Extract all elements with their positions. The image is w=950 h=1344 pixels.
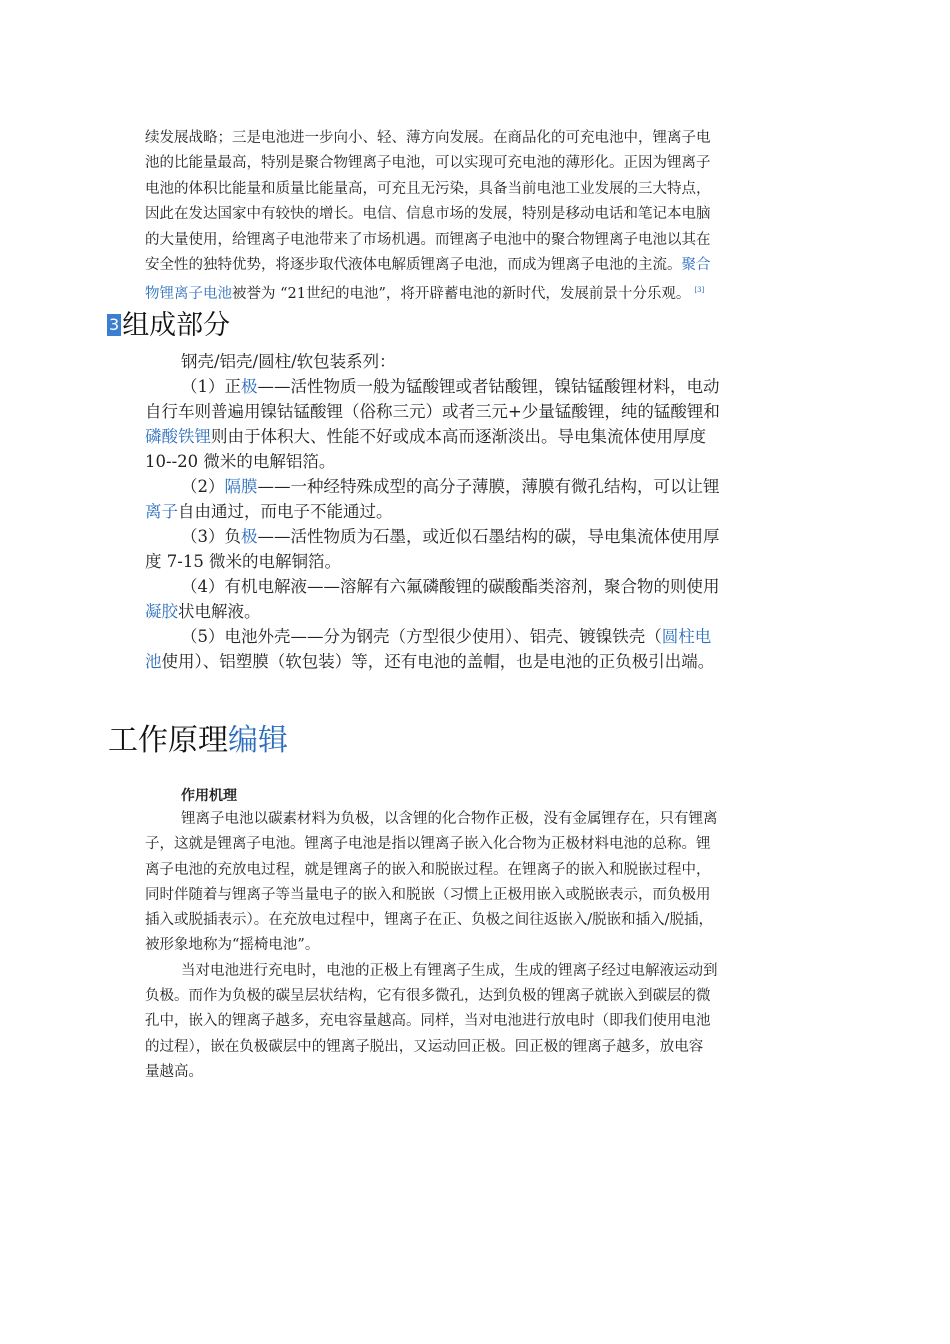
- intro-paragraph: [145, 126, 817, 304]
- text-line: [145, 278, 817, 303]
- section-heading-composition: [107, 306, 230, 346]
- composition-content: [145, 349, 825, 674]
- text-span: ——一种经特殊成型的高分子薄膜，薄膜有微孔结构，可以让锂: [257, 477, 720, 496]
- text-line: 当对电池进行充电时，电池的正极上有锂离子生成，生成的锂离子经过电解液运动到: [181, 962, 718, 979]
- cylindrical-battery-link[interactable]: 圆柱电: [661, 627, 712, 646]
- text-line: [145, 599, 825, 624]
- polymer-battery-link[interactable]: 聚合: [681, 256, 711, 273]
- lifepo4-link[interactable]: 磷酸铁锂: [145, 427, 211, 446]
- text-line: [145, 253, 817, 278]
- text-line: 离子电池的充放电过程，就是锂离子的嵌入和脱嵌过程。在锂离子的嵌入和脱嵌过程中，: [145, 861, 711, 878]
- subheading-mechanism: 作用机理: [181, 788, 237, 804]
- text-span: 安全性的独特优势，将逐步取代液体电解质锂离子电池，而成为锂离子电池的主流。: [145, 256, 682, 273]
- text-line: 电池的体积比能量和质量比能量高，可充且无污染，具备当前电池工业发展的三大特点，: [145, 180, 711, 197]
- text-line: 的大量使用，给锂离子电池带来了市场机遇。而锂离子电池中的聚合物锂离子电池以其在: [145, 231, 711, 248]
- text-span: （2）: [181, 477, 225, 496]
- section-number-badge: 3: [109, 315, 120, 334]
- list-item: [145, 374, 825, 399]
- text-line: 孔中，嵌入的锂离子越多，充电容量越高。同样，当对电池进行放电时（即我们使用电池: [145, 1013, 711, 1030]
- text-span: 状电解液。: [178, 602, 261, 621]
- section-title: 工作原理: [108, 723, 228, 758]
- text-line: 10--20 微米的电解铝箔。: [145, 452, 336, 471]
- separator-link[interactable]: 隔膜: [224, 477, 258, 496]
- text-span: ——活性物质一般为锰酸锂或者钴酸锂，镍钴锰酸锂材料，电动: [257, 377, 720, 396]
- section-heading-working-principle: [108, 718, 288, 764]
- text-line: 子，这就是锂离子电池。锂离子电池是指以锂离子嵌入化合物为正极材料电池的总称。锂: [145, 836, 711, 853]
- electrode-link[interactable]: 极: [241, 377, 258, 396]
- edit-link[interactable]: 编辑: [228, 723, 288, 758]
- list-item: （4）有机电解液——溶解有六氟磷酸锂的碳酸酯类溶剂，聚合物的则使用: [181, 577, 720, 596]
- text-span: 被誉为 “21世纪的电池”，将开辟蓄电池的新时代，发展前景十分乐观。: [232, 286, 691, 303]
- text-span: ——活性物质为石墨，或近似石墨结构的碳，导电集流体使用厚: [257, 527, 720, 546]
- text-line: 被形象地称为“摇椅电池”。: [145, 937, 320, 954]
- text-span: 自由通过，而电子不能通过。: [178, 502, 393, 521]
- text-line: 续发展战略；三是电池进一步向小、轻、薄方向发展。在商品化的可充电池中，锂离子电: [145, 130, 711, 146]
- text-span: 使用）、铝塑膜（软包装）等，还有电池的盖帽，也是电池的正负极引出端。: [161, 652, 715, 671]
- text-span: 则由于体积大、性能不好或成本高而逐渐淡出。导电集流体使用厚度: [211, 427, 706, 446]
- text-line: [145, 424, 825, 449]
- text-line: 因此在发达国家中有较快的增长。电信、信息市场的发展，特别是移动电话和笔记本电脑: [145, 206, 711, 223]
- working-principle-content: [145, 807, 825, 1085]
- text-line: 同时伴随着与锂离子等当量电子的嵌入和脱嵌（习惯上正极用嵌入或脱嵌表示，而负极用: [145, 886, 711, 903]
- gel-link[interactable]: 凝胶: [145, 602, 178, 621]
- electrode-link[interactable]: 极: [241, 527, 258, 546]
- text-line: 的过程），嵌在负极碳层中的锂离子脱出，又运动回正极。回正极的锂离子越多，放电容: [145, 1038, 704, 1055]
- ion-link[interactable]: 离子: [145, 502, 178, 521]
- list-item: [145, 524, 825, 549]
- reference-link[interactable]: [3]: [694, 286, 705, 295]
- text-span: （3）负: [181, 527, 241, 546]
- text-line: 锂离子电池以碳素材料为负极，以含锂的化合物作正极，没有金属锂存在，只有锂离: [181, 811, 718, 827]
- text-line: 插入或脱插表示）。在充放电过程中，锂离子在正、负极之间往返嵌入/脱嵌和插入/脱插，: [145, 912, 714, 929]
- text-line: [145, 649, 825, 674]
- text-line: 钢壳/铝壳/圆柱/软包装系列：: [181, 352, 396, 371]
- section-title: 组成部分: [122, 310, 231, 341]
- text-line: 负极。而作为负极的碳呈层状结构，它有很多微孔，达到负极的锂离子就嵌入到碳层的微: [145, 988, 711, 1005]
- polymer-battery-link-cont[interactable]: 物锂离子电池: [145, 286, 232, 303]
- list-item: [145, 474, 825, 499]
- text-line: 量越高。: [145, 1063, 203, 1080]
- text-line: [145, 499, 825, 524]
- text-line: 度 7-15 微米的电解铜箔。: [145, 552, 342, 571]
- text-span: （1）正: [181, 377, 241, 396]
- cylindrical-battery-link-cont[interactable]: 池: [145, 652, 162, 671]
- text-line: 自行车则普遍用镍钴锰酸锂（俗称三元）或者三元+少量锰酸锂，纯的锰酸锂和: [145, 402, 720, 421]
- text-line: 池的比能量最高，特别是聚合物锂离子电池，可以实现可充电池的薄形化。正因为锂离子: [145, 155, 711, 172]
- text-span: （5）电池外壳——分为钢壳（方型很少使用）、铝壳、镀镍铁壳（: [181, 627, 662, 646]
- list-item: [145, 624, 825, 649]
